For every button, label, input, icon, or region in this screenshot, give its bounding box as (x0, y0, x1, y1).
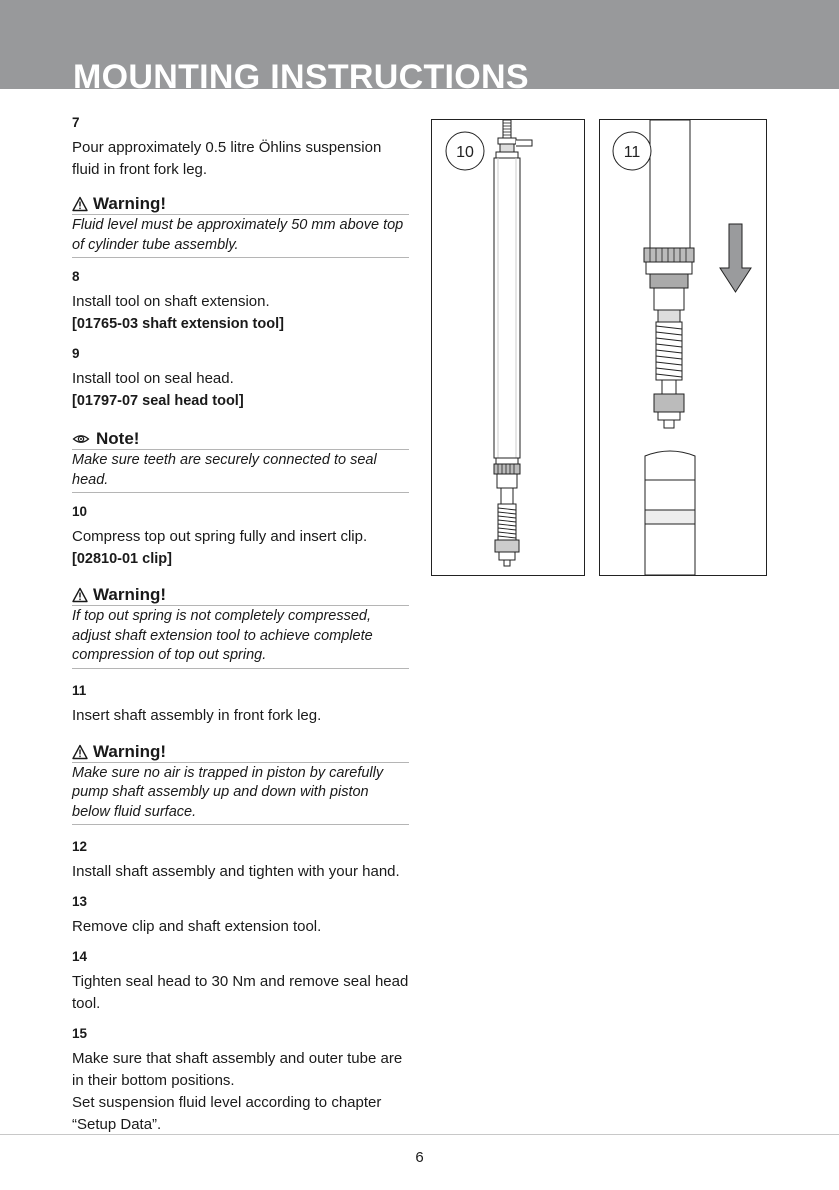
step-text: Make sure that shaft assembly and outer tube are in their bottom positions. (72, 1050, 403, 1089)
callout-text: Make sure no air is trapped in piston by carefully pump shaft assembly up and down with piston below fluid surface. (72, 763, 409, 826)
warning-callout (72, 585, 409, 669)
step-text: Tighten seal head to 30 Nm and remove seal head tool. (72, 973, 409, 1012)
step-text: Set suspension fluid level according to chapter “Setup Data”. (72, 1094, 382, 1133)
step-text: Install tool on seal head. (72, 370, 234, 387)
figure-label: 10 (456, 144, 474, 161)
down-arrow-icon (720, 224, 751, 292)
callout-title: Note! (96, 429, 140, 448)
step-text: Install tool on shaft extension. (72, 293, 270, 310)
callout-title: Warning! (93, 585, 167, 604)
step-number: 7 (72, 115, 80, 130)
warning-icon (72, 587, 88, 603)
page-number: 6 (415, 1149, 424, 1166)
callout-heading (72, 742, 409, 763)
step-number: 11 (72, 682, 87, 698)
figure-11-panel (599, 119, 767, 576)
note-callout (72, 429, 409, 493)
page-header (0, 0, 839, 89)
footer-divider (0, 1134, 839, 1135)
step-text: Install shaft assembly and tighten with your hand. (72, 863, 400, 880)
step-text: Compress top out spring fully and insert clip. (72, 528, 368, 545)
callout-heading (72, 429, 409, 450)
step-number: 8 (72, 269, 80, 284)
instructions-column (72, 113, 409, 1136)
figure-10-panel (431, 119, 585, 576)
warning-callout (72, 742, 409, 826)
step-number: 12 (72, 839, 88, 854)
figure-label: 11 (623, 144, 641, 161)
figure-10-illustration (432, 120, 584, 575)
warning-icon (72, 744, 88, 760)
step-number: 9 (72, 346, 80, 361)
step-number: 10 (72, 504, 88, 519)
tool-reference: [01765-03 shaft extension tool] (72, 316, 284, 332)
callout-heading (72, 194, 409, 215)
page-title: MOUNTING INSTRUCTIONS (73, 58, 529, 89)
tool-reference: [01797-07 seal head tool] (72, 393, 244, 409)
warning-icon (72, 196, 88, 212)
callout-title: Warning! (93, 741, 167, 761)
step-number: 14 (72, 949, 88, 964)
warning-callout (72, 194, 409, 258)
callout-text: If top out spring is not completely compressed, adjust shaft extension tool to achieve complete compression of top out spring. (72, 606, 409, 669)
step-text: Pour approximately 0.5 litre Öhlins suspension fluid in front fork leg. (72, 139, 382, 178)
eye-icon (72, 431, 90, 447)
step-text: Insert shaft assembly in front fork leg. (72, 706, 322, 724)
callout-text: Make sure teeth are securely connected to seal head. (72, 450, 409, 493)
figure-11-illustration (600, 120, 766, 575)
callout-text: Fluid level must be approximately 50 mm above top of cylinder tube assembly. (72, 215, 409, 258)
callout-title: Warning! (93, 194, 167, 213)
step-number: 15 (72, 1026, 88, 1041)
tool-reference: [02810-01 clip] (72, 551, 172, 567)
step-number: 13 (72, 894, 88, 909)
step-text: Remove clip and shaft extension tool. (72, 918, 322, 935)
callout-heading (72, 585, 409, 606)
